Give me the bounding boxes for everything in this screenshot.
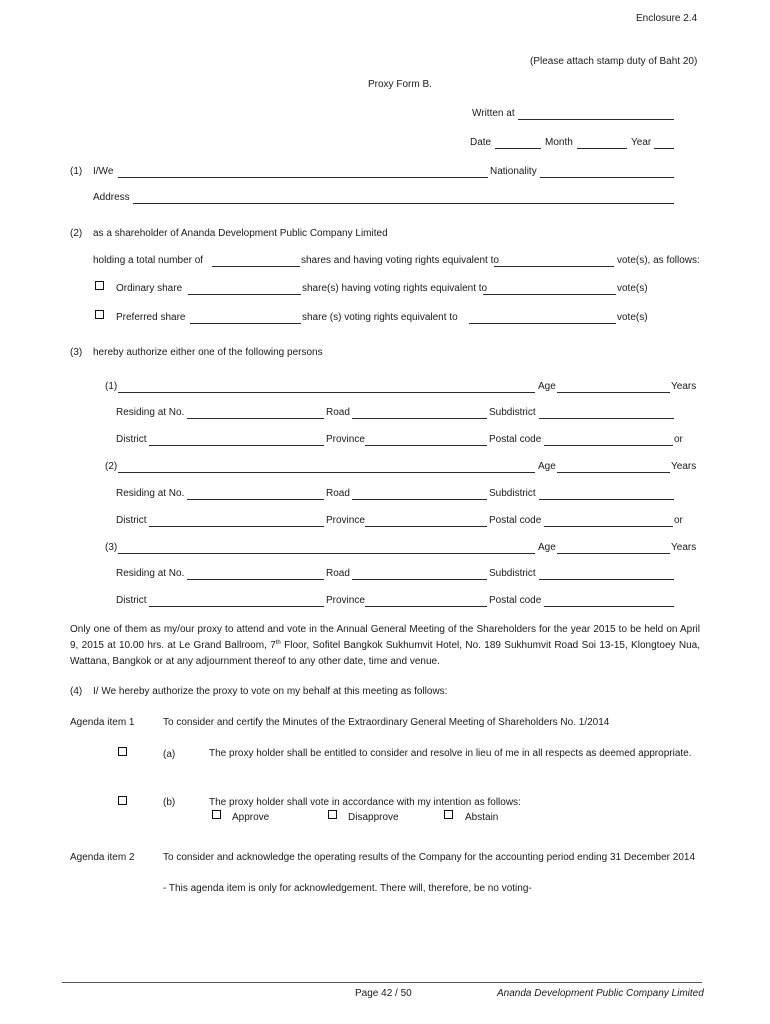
person-3-years-label: Years xyxy=(671,542,697,553)
meeting-details-superscript: th xyxy=(275,640,281,646)
holding-suffix: vote(s), as follows: xyxy=(617,255,700,266)
person-2-postal-label: Postal code xyxy=(489,515,542,526)
person-3-house-number-field[interactable] xyxy=(187,579,324,580)
person-1-house-number-field[interactable] xyxy=(187,418,324,419)
company-name: Ananda Development Public Company Limited xyxy=(180,228,388,239)
agenda-1-option-a-text: The proxy holder shall be entitled to consider and resolve in lieu of me in all respects as deemed appropriate. xyxy=(209,748,692,759)
agenda-1-option-b-text: The proxy holder shall vote in accordance with my intention as follows: xyxy=(209,797,521,808)
written-at-label: Written at xyxy=(472,108,515,119)
person-1-name-field[interactable] xyxy=(118,392,535,393)
person-2-district-label: District xyxy=(116,515,147,526)
footer-divider xyxy=(62,982,702,983)
person-3-road-label: Road xyxy=(326,568,350,579)
disapprove-label: Disapprove xyxy=(348,812,399,823)
iwe-label: I/We xyxy=(93,166,114,177)
person-3-road-field[interactable] xyxy=(352,579,487,580)
agenda-1-option-a-marker: (a) xyxy=(163,749,176,760)
section-4-number: (4) xyxy=(70,686,83,697)
person-1-road-label: Road xyxy=(326,407,350,418)
person-2-road-label: Road xyxy=(326,488,350,499)
ordinary-shares-field[interactable] xyxy=(188,294,301,295)
person-1-years-label: Years xyxy=(671,381,697,392)
page-number: Page 42 / 50 xyxy=(355,988,412,999)
person-2-district-field[interactable] xyxy=(149,526,324,527)
ordinary-suffix: vote(s) xyxy=(617,283,648,294)
preferred-suffix: vote(s) xyxy=(617,312,648,323)
person-2-province-field[interactable] xyxy=(365,526,487,527)
agenda-2-label: Agenda item 2 xyxy=(70,852,135,863)
section-3-number: (3) xyxy=(70,347,83,358)
enclosure-label: Enclosure 2.4 xyxy=(636,13,698,24)
meeting-details-part-1: Only one of them as my/our proxy to attend and vote in the Annual General Meeting of the Shareholders for the year 2015 to be held on April 9, 2015 at 10.00 hrs. at Le Grand Ballroom, 7 xyxy=(70,624,700,651)
preferred-mid: share (s) voting rights equivalent to xyxy=(302,312,458,323)
year-label: Year xyxy=(631,137,652,148)
agenda-1-label: Agenda item 1 xyxy=(70,717,135,728)
preferred-shares-field[interactable] xyxy=(190,323,301,324)
preferred-votes-field[interactable] xyxy=(469,323,616,324)
ordinary-share-checkbox[interactable] xyxy=(95,281,104,290)
agenda-1-option-b-checkbox[interactable] xyxy=(118,796,127,805)
person-2-province-label: Province xyxy=(326,515,365,526)
person-3-age-label: Age xyxy=(538,542,556,553)
person-3-province-field[interactable] xyxy=(365,606,487,607)
section-3-intro: hereby authorize either one of the following persons xyxy=(93,347,323,358)
ordinary-votes-field[interactable] xyxy=(483,294,616,295)
person-3-name-field[interactable] xyxy=(118,553,535,554)
person-3-postal-field[interactable] xyxy=(544,606,674,607)
form-title: Proxy Form B. xyxy=(368,79,432,90)
meeting-details-part-2: Floor, Sofitel Bangkok Sukhumvit Hotel, No. 189 Sukhumvit Road Soi 13-15, Klongtoey Nua, Wattana, Bangkok or at any adjournment thereof to any other date, time and venue. xyxy=(70,640,701,667)
person-3-age-field[interactable] xyxy=(557,553,670,554)
person-2-residing-label: Residing at No. xyxy=(116,488,185,499)
person-1-age-label: Age xyxy=(538,381,556,392)
date-label: Date xyxy=(470,137,492,148)
preferred-share-label: Preferred share xyxy=(116,312,186,323)
person-2-age-field[interactable] xyxy=(557,472,670,473)
nationality-label: Nationality xyxy=(490,166,537,177)
ordinary-share-label: Ordinary share xyxy=(116,283,183,294)
person-3-subdistrict-label: Subdistrict xyxy=(489,568,536,579)
person-1-number: (1) xyxy=(105,381,118,392)
meeting-details-paragraph xyxy=(70,622,700,670)
abstain-checkbox[interactable] xyxy=(444,810,453,819)
approve-label: Approve xyxy=(232,812,270,823)
agenda-1-title: To consider and certify the Minutes of the Extraordinary General Meeting of Shareholders No. 1/2014 xyxy=(163,717,610,728)
person-2-age-label: Age xyxy=(538,461,556,472)
section-1-number: (1) xyxy=(70,166,83,177)
name-field[interactable] xyxy=(118,177,488,178)
year-field[interactable] xyxy=(654,148,674,149)
person-1-subdistrict-field[interactable] xyxy=(539,418,674,419)
person-2-postal-field[interactable] xyxy=(544,526,673,527)
month-field[interactable] xyxy=(577,148,627,149)
person-1-postal-label: Postal code xyxy=(489,434,542,445)
agenda-2-title: To consider and acknowledge the operating results of the Company for the accounting period ending 31 December 2014 xyxy=(163,852,696,863)
approve-checkbox[interactable] xyxy=(212,810,221,819)
person-2-house-number-field[interactable] xyxy=(187,499,324,500)
person-3-postal-label: Postal code xyxy=(489,595,542,606)
person-2-road-field[interactable] xyxy=(352,499,487,500)
person-1-or-label: or xyxy=(674,434,683,445)
shareholder-statement xyxy=(93,228,388,240)
holding-mid: shares and having voting rights equivalent to xyxy=(301,255,499,266)
address-label: Address xyxy=(93,192,130,203)
person-1-district-label: District xyxy=(116,434,147,445)
person-1-subdistrict-label: Subdistrict xyxy=(489,407,536,418)
person-2-number: (2) xyxy=(105,461,118,472)
agenda-2-note: - This agenda item is only for acknowledgement. There will, therefore, be no voting- xyxy=(163,883,532,894)
person-3-district-label: District xyxy=(116,595,147,606)
section-2-number: (2) xyxy=(70,228,83,239)
shareholder-prefix: as a shareholder of xyxy=(93,228,181,239)
written-at-field[interactable] xyxy=(518,119,674,120)
person-3-province-label: Province xyxy=(326,595,365,606)
person-3-district-field[interactable] xyxy=(149,606,324,607)
date-field[interactable] xyxy=(495,148,541,149)
person-2-name-field[interactable] xyxy=(118,472,535,473)
agenda-1-option-b-marker: (b) xyxy=(163,797,176,808)
person-3-number: (3) xyxy=(105,542,118,553)
person-3-subdistrict-field[interactable] xyxy=(539,579,674,580)
ordinary-mid: share(s) having voting rights equivalent to xyxy=(302,283,488,294)
person-1-road-field[interactable] xyxy=(352,418,487,419)
person-1-province-field[interactable] xyxy=(365,445,487,446)
month-label: Month xyxy=(545,137,573,148)
person-1-age-field[interactable] xyxy=(557,392,670,393)
person-3-residing-label: Residing at No. xyxy=(116,568,185,579)
total-votes-field[interactable] xyxy=(494,266,614,267)
person-2-subdistrict-field[interactable] xyxy=(539,499,674,500)
person-1-postal-field[interactable] xyxy=(544,445,673,446)
agenda-1-option-a-checkbox[interactable] xyxy=(118,747,127,756)
section-4-intro: I/ We hereby authorize the proxy to vote on my behalf at this meeting as follows: xyxy=(93,686,448,697)
person-1-residing-label: Residing at No. xyxy=(116,407,185,418)
abstain-label: Abstain xyxy=(465,812,499,823)
nationality-field[interactable] xyxy=(540,177,674,178)
person-2-subdistrict-label: Subdistrict xyxy=(489,488,536,499)
person-2-or-label: or xyxy=(674,515,683,526)
total-shares-field[interactable] xyxy=(212,266,300,267)
disapprove-checkbox[interactable] xyxy=(328,810,337,819)
person-2-years-label: Years xyxy=(671,461,697,472)
footer-company-name: Ananda Development Public Company Limited xyxy=(497,988,704,999)
holding-prefix: holding a total number of xyxy=(93,255,204,266)
address-field[interactable] xyxy=(133,203,674,204)
stamp-duty-note: (Please attach stamp duty of Baht 20) xyxy=(530,56,698,67)
person-1-province-label: Province xyxy=(326,434,365,445)
person-1-district-field[interactable] xyxy=(149,445,324,446)
preferred-share-checkbox[interactable] xyxy=(95,310,104,319)
